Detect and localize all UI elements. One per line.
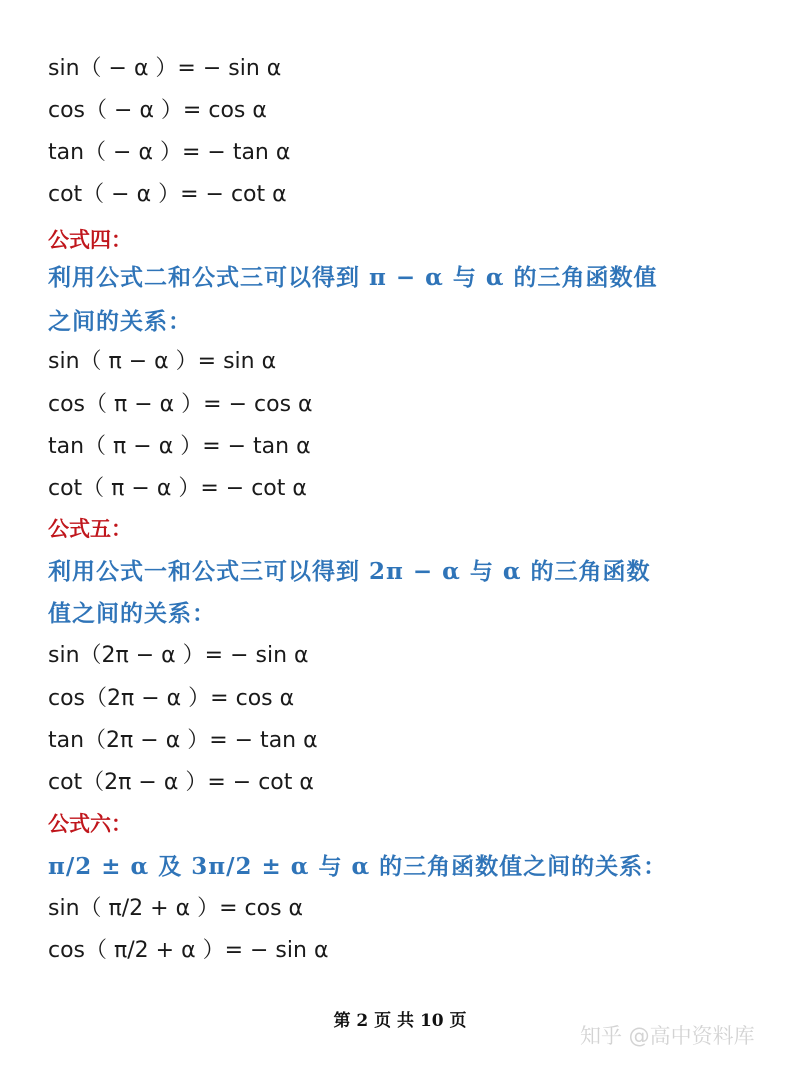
formula-line: sin（ π/2 + α ）= cos α <box>48 896 304 921</box>
section-description: π/2 ± α 及 3π/2 ± α 与 α 的三角函数值之间的关系： <box>48 853 668 880</box>
formula-line: sin（ − α ）= − sin α <box>48 56 282 81</box>
section-heading: 公式四： <box>48 227 132 252</box>
section-description: 之间的关系： <box>48 308 192 335</box>
formula-line: tan（ π − α ）= − tan α <box>48 434 311 459</box>
formula-line: tan（2π − α ）= − tan α <box>48 728 318 753</box>
formula-line: cos（ π − α ）= − cos α <box>48 392 313 417</box>
page-number-footer: 第 2 页 共 10 页 <box>333 1011 467 1031</box>
formula-line: cot（2π − α ）= − cot α <box>48 770 314 795</box>
formula-line: sin（2π − α ）= − sin α <box>48 643 309 668</box>
watermark-text: 知乎 @高中资料库 <box>580 1024 755 1048</box>
formula-line: cot（ π − α ）= − cot α <box>48 476 307 501</box>
section-heading: 公式六： <box>48 811 132 836</box>
formula-line: sin（ π − α ）= sin α <box>48 349 277 374</box>
formula-line: tan（ − α ）= − tan α <box>48 140 291 165</box>
section-description: 值之间的关系： <box>48 600 216 627</box>
formula-line: cot（ − α ）= − cot α <box>48 182 287 207</box>
section-description: 利用公式二和公式三可以得到 π − α 与 α 的三角函数值 <box>48 264 658 291</box>
formula-line: cos（ π/2 + α ）= − sin α <box>48 938 329 963</box>
section-description: 利用公式一和公式三可以得到 2π − α 与 α 的三角函数 <box>48 558 651 585</box>
formula-line: cos（2π − α ）= cos α <box>48 686 295 711</box>
section-heading: 公式五： <box>48 516 132 541</box>
formula-line: cos（ − α ）= cos α <box>48 98 267 123</box>
